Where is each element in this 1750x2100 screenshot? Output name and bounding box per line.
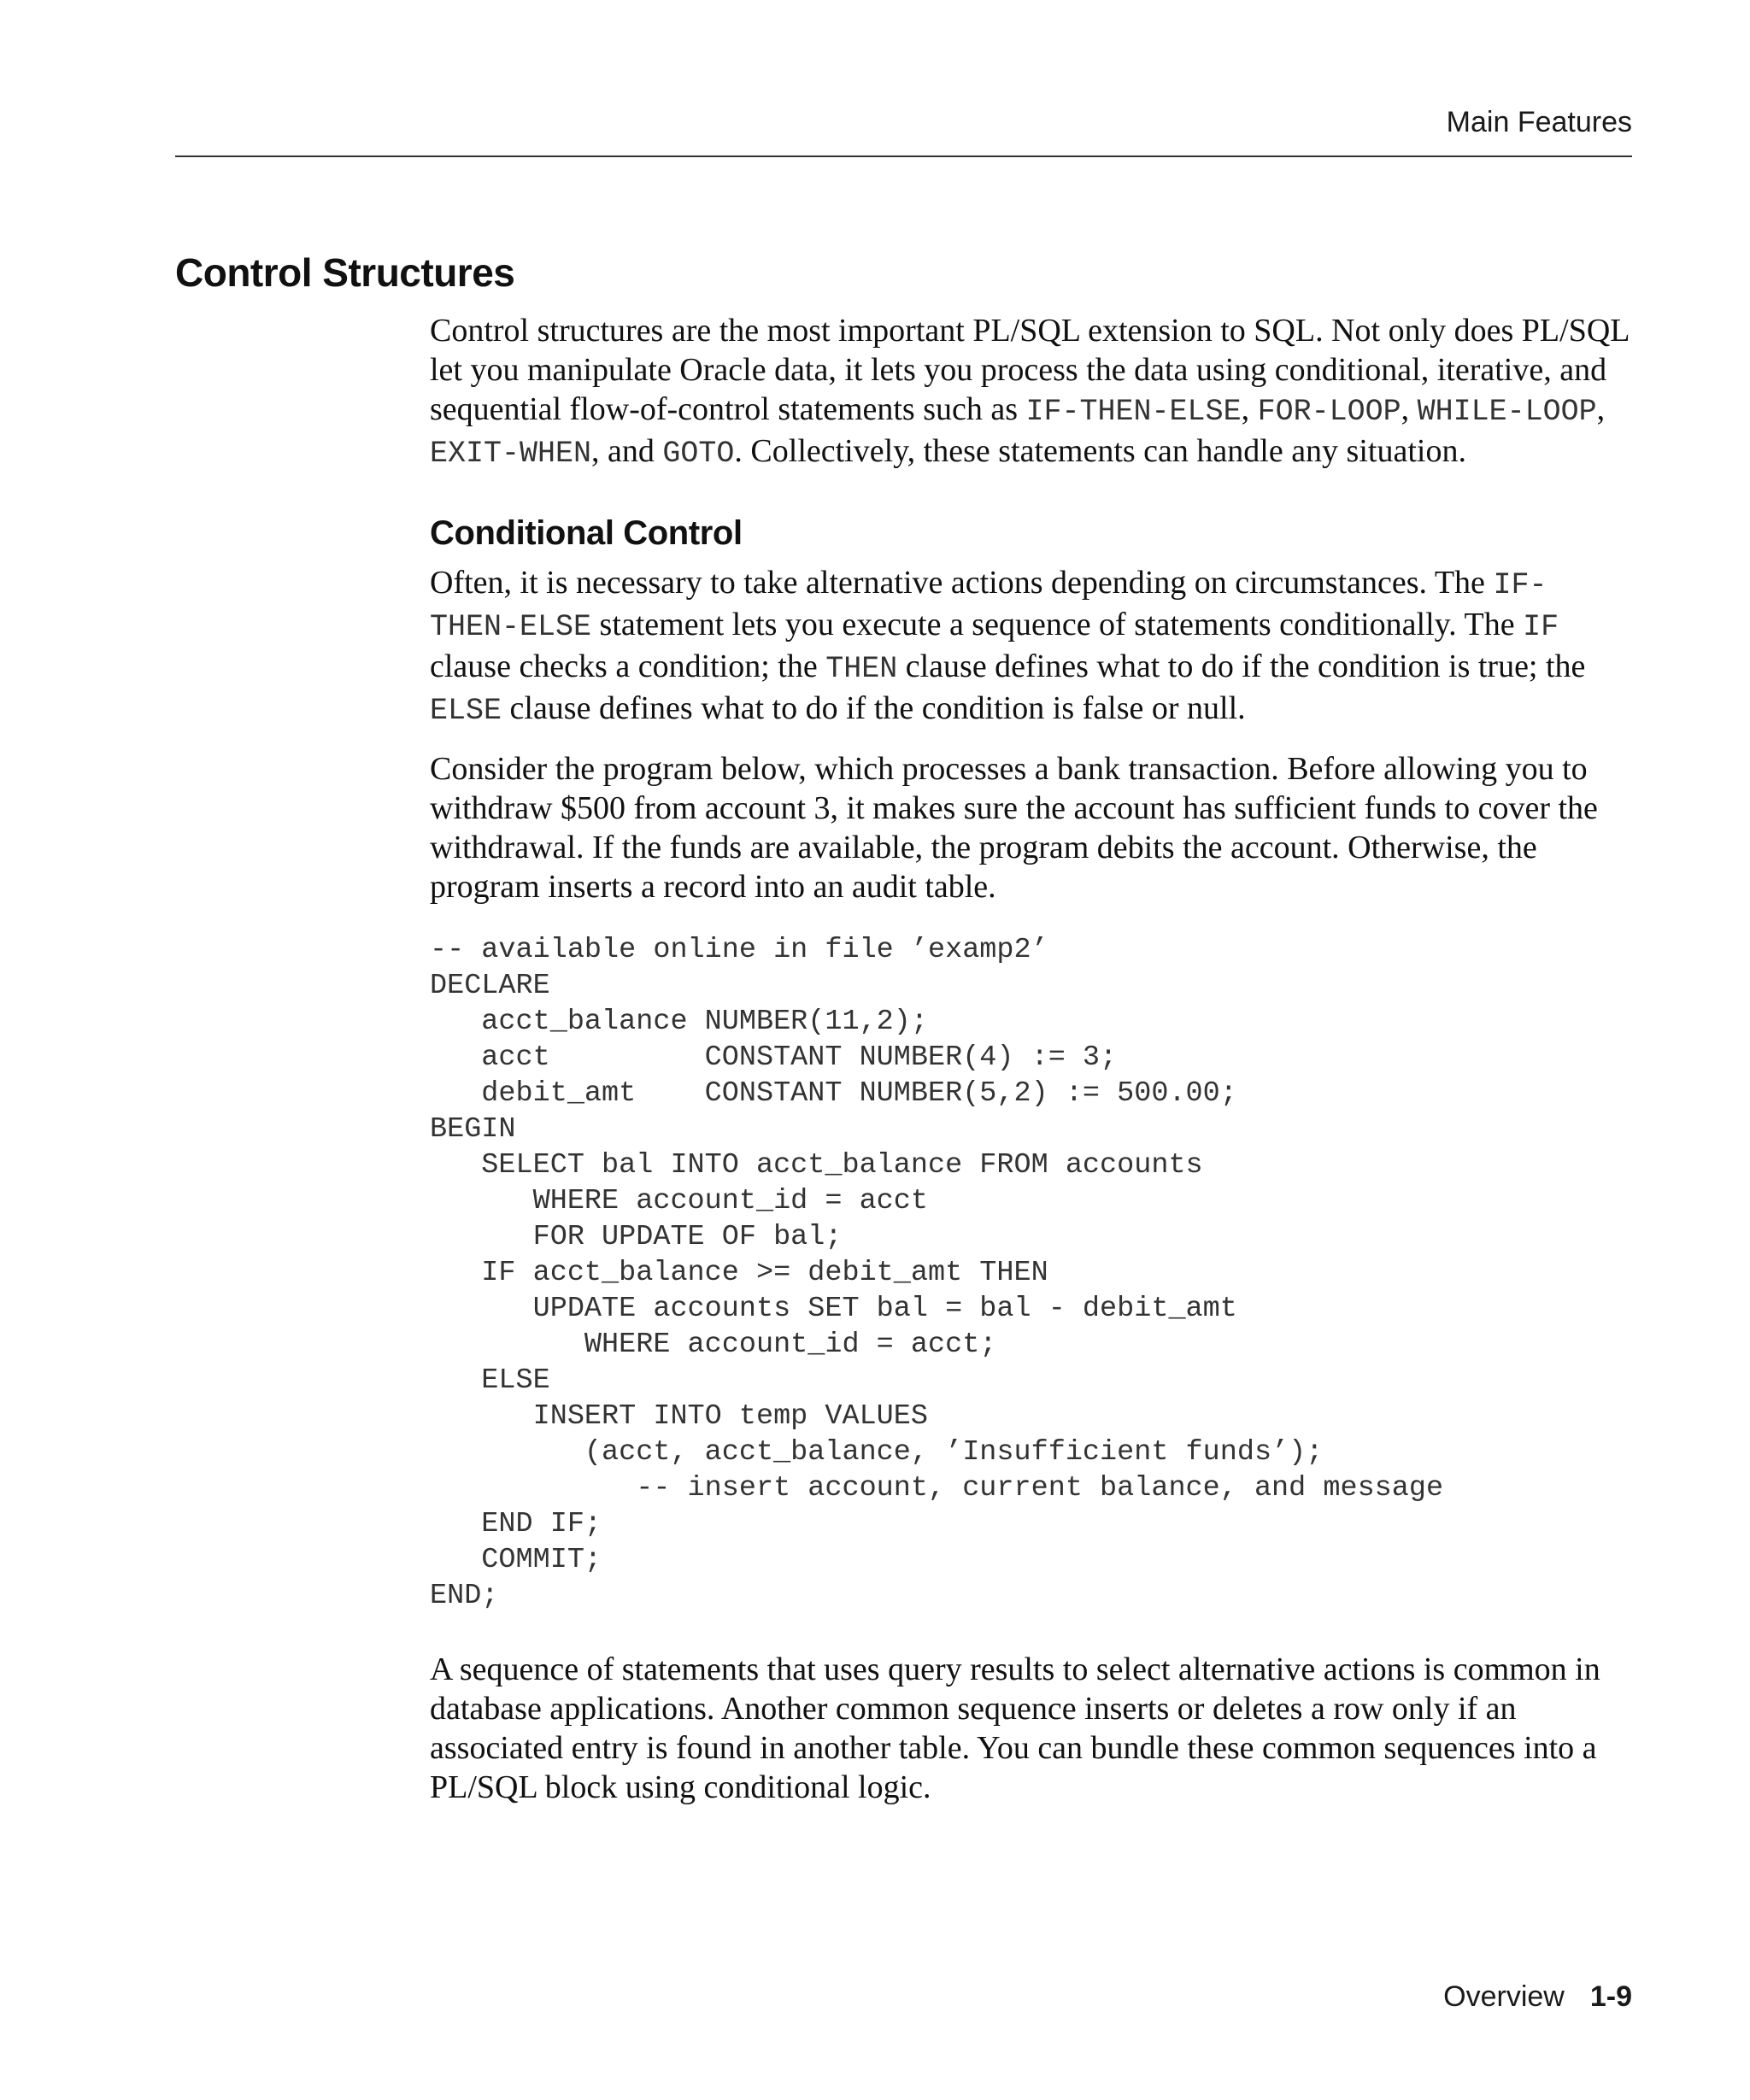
- running-header: Main Features: [1446, 106, 1632, 138]
- inline-code: WHILE-LOOP: [1417, 395, 1597, 429]
- section-title: Control Structures: [175, 250, 515, 295]
- subsection-title: Conditional Control: [430, 514, 743, 552]
- code-line: debit_amt CONSTANT NUMBER(5,2) := 500.00;: [430, 1077, 1237, 1110]
- code-line: -- available online in file ’examp2’: [430, 934, 1048, 966]
- inline-code: IF-THEN-ELSE: [430, 568, 1547, 644]
- footer-chapter: Overview: [1443, 1980, 1565, 2013]
- text-run: Often, it is necessary to take alternative actions depending on circumstances. The: [430, 565, 1494, 601]
- header-rule: [175, 155, 1632, 157]
- inline-code: ELSE: [430, 694, 502, 728]
- code-line: END IF;: [430, 1508, 602, 1540]
- text-run: clause defines what to do if the condition is false or null.: [502, 690, 1246, 726]
- code-line: ELSE: [430, 1364, 550, 1397]
- code-line: BEGIN: [430, 1113, 516, 1146]
- code-example: [430, 932, 1632, 1614]
- text-run: ,: [1596, 391, 1606, 427]
- page-footer: [1443, 1980, 1632, 2014]
- code-line: acct_balance NUMBER(11,2);: [430, 1006, 928, 1038]
- code-line: FOR UPDATE OF bal;: [430, 1221, 843, 1253]
- text-run: ,: [1401, 391, 1418, 427]
- conditional-control-paragraph: [430, 563, 1632, 730]
- inline-code: FOR-LOOP: [1257, 395, 1401, 429]
- code-line: DECLARE: [430, 970, 550, 1002]
- text-run: statement lets you execute a sequence of statements conditionally. The: [591, 607, 1524, 642]
- code-line: -- insert account, current balance, and message: [430, 1472, 1444, 1505]
- code-line: WHERE account_id = acct;: [430, 1329, 997, 1361]
- code-line: INSERT INTO temp VALUES: [430, 1400, 928, 1433]
- text-run: . Collectively, these statements can handle any situation.: [734, 433, 1466, 469]
- intro-paragraph: [430, 311, 1632, 473]
- main-content: [430, 311, 1632, 1826]
- code-line: SELECT bal INTO acct_balance FROM accounts: [430, 1149, 1203, 1182]
- text-run: clause checks a condition; the: [430, 648, 826, 684]
- closing-paragraph: A sequence of statements that uses query results to select alternative actions is common in database applications. Another common sequence inserts or deletes a row only if an associated entry is found in another table. You can bundle these common sequences into a PL/SQL block using conditional logic.: [430, 1651, 1600, 1805]
- code-line: acct CONSTANT NUMBER(4) := 3;: [430, 1041, 1118, 1074]
- code-line: (acct, acct_balance, ’Insufficient funds’);: [430, 1436, 1324, 1469]
- inline-code: EXIT-WHEN: [430, 437, 592, 471]
- inline-code: GOTO: [662, 437, 735, 471]
- code-line: IF acct_balance >= debit_amt THEN: [430, 1257, 1048, 1289]
- code-line: COMMIT;: [430, 1544, 602, 1576]
- bank-transaction-paragraph: Consider the program below, which processes a bank transaction. Before allowing you to withdraw $500 from account 3, it makes sure the account has sufficient funds to cover the withdrawal. If the funds are available, the program debits the account. Otherwise, the program inserts a record into an audit table.: [430, 751, 1598, 905]
- code-line: END;: [430, 1580, 499, 1612]
- text-run: , and: [591, 433, 663, 469]
- text-run: clause defines what to do if the condition is true; the: [897, 648, 1586, 684]
- text-run: ,: [1241, 391, 1258, 427]
- inline-code: IF-THEN-ELSE: [1025, 395, 1242, 429]
- text-run: Control structures are the most important PL/SQL extension to SQL. Not only does PL/SQL let you manipulate Oracle data, it lets you process the data using conditional, iterative, and sequential flow-of-control statements such as: [430, 313, 1630, 427]
- code-line: WHERE account_id = acct: [430, 1185, 928, 1217]
- code-line: UPDATE accounts SET bal = bal - debit_amt: [430, 1293, 1237, 1325]
- inline-code: THEN: [825, 652, 898, 686]
- inline-code: IF: [1523, 610, 1559, 644]
- page-number: 1-9: [1589, 1980, 1632, 2013]
